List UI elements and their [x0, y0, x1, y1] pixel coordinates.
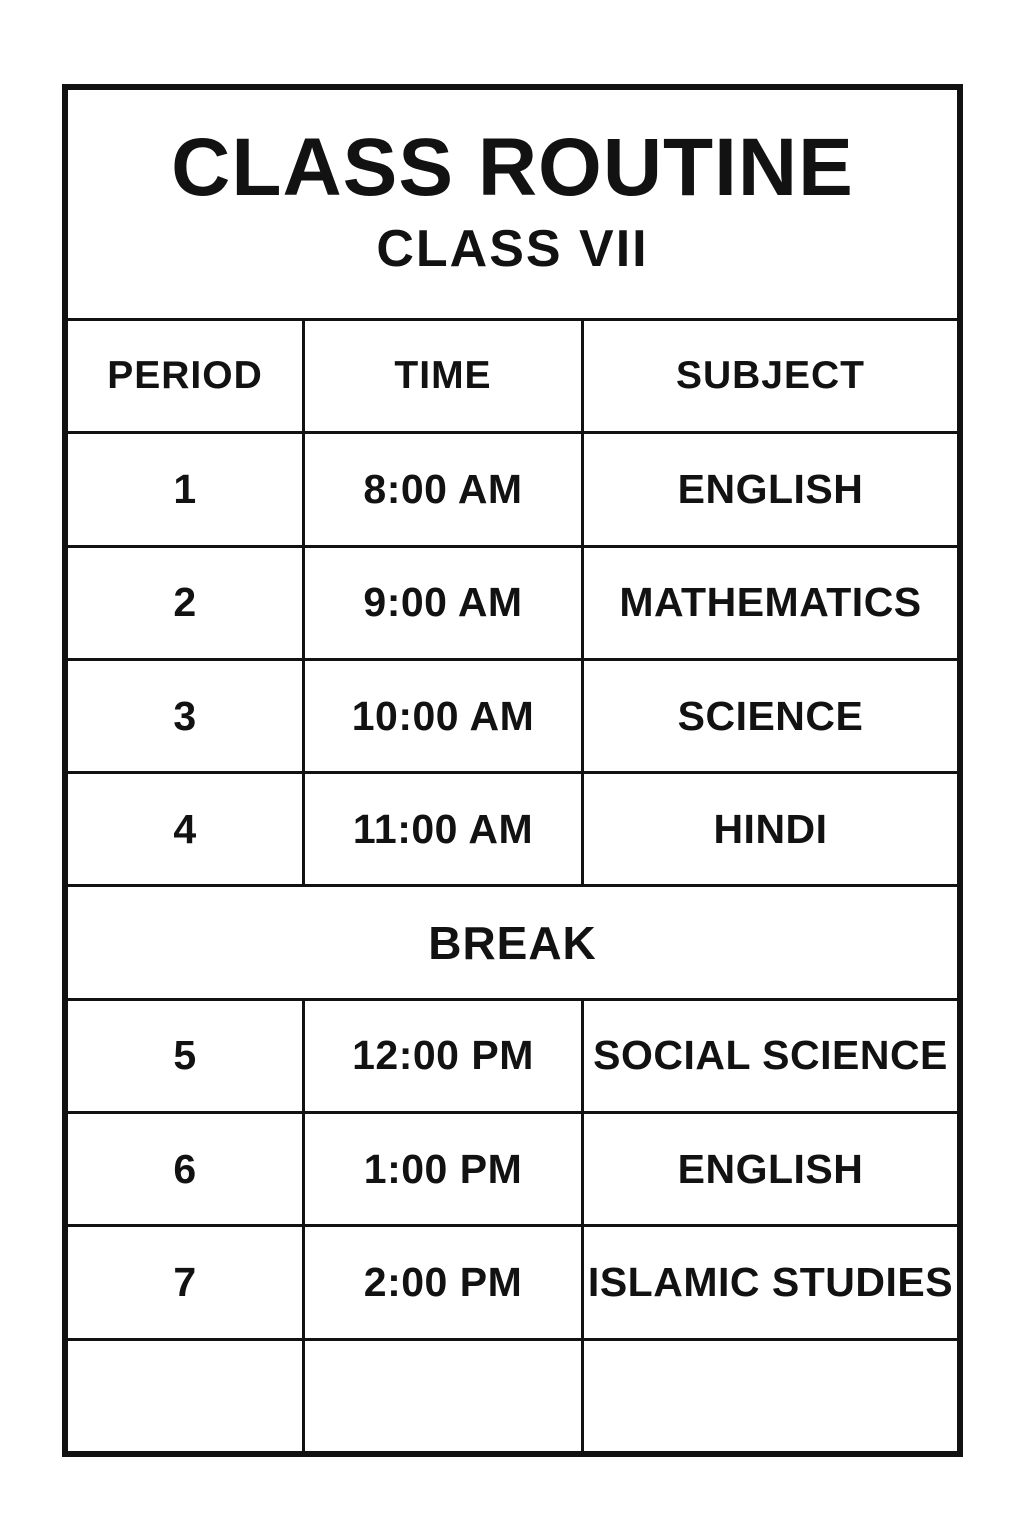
- subject-cell: MATHEMATICS: [581, 548, 957, 658]
- table-row-period-7: [68, 1224, 957, 1337]
- time-cell: 8:00 AM: [302, 434, 581, 544]
- time-cell: 11:00 AM: [302, 774, 581, 884]
- break-label: BREAK: [428, 916, 597, 969]
- subject-cell: ISLAMIC STUDIES: [581, 1227, 957, 1337]
- period-cell: 5: [173, 1032, 197, 1079]
- period-cell-empty: [68, 1341, 302, 1451]
- column-header-subject: SUBJECT: [581, 321, 957, 431]
- class-routine-table: [62, 84, 963, 1457]
- period-cell: 4: [173, 805, 197, 852]
- period-cell: 7: [173, 1259, 197, 1306]
- table-header-row: [68, 318, 957, 431]
- table-row-empty: [68, 1338, 957, 1451]
- time-cell: 1:00 PM: [302, 1114, 581, 1224]
- subject-cell: SCIENCE: [581, 661, 957, 771]
- subject-cell-empty: [581, 1341, 957, 1451]
- table-row-period-1: [68, 431, 957, 544]
- title-section: [68, 90, 957, 318]
- poster-subtitle: CLASS VII: [376, 220, 649, 278]
- time-cell: 9:00 AM: [302, 548, 581, 658]
- subject-cell: SOCIAL SCIENCE: [581, 1001, 957, 1111]
- subject-cell: ENGLISH: [581, 1114, 957, 1224]
- poster-title: CLASS ROUTINE: [171, 122, 854, 213]
- subject-cell: HINDI: [581, 774, 957, 884]
- time-cell: 12:00 PM: [302, 1001, 581, 1111]
- break-row: [68, 884, 957, 997]
- subject-cell: ENGLISH: [581, 434, 957, 544]
- table-row-period-2: [68, 545, 957, 658]
- time-cell: 2:00 PM: [302, 1227, 581, 1337]
- period-cell: 1: [173, 465, 197, 512]
- period-cell: 6: [173, 1145, 197, 1192]
- period-cell: 3: [173, 692, 197, 739]
- time-cell-empty: [302, 1341, 581, 1451]
- table-row-period-3: [68, 658, 957, 771]
- table-row-period-4: [68, 771, 957, 884]
- table-row-period-6: [68, 1111, 957, 1224]
- column-header-period: PERIOD: [107, 354, 263, 398]
- table-row-period-5: [68, 998, 957, 1111]
- period-cell: 2: [173, 579, 197, 626]
- time-cell: 10:00 AM: [302, 661, 581, 771]
- column-header-time: TIME: [302, 321, 581, 431]
